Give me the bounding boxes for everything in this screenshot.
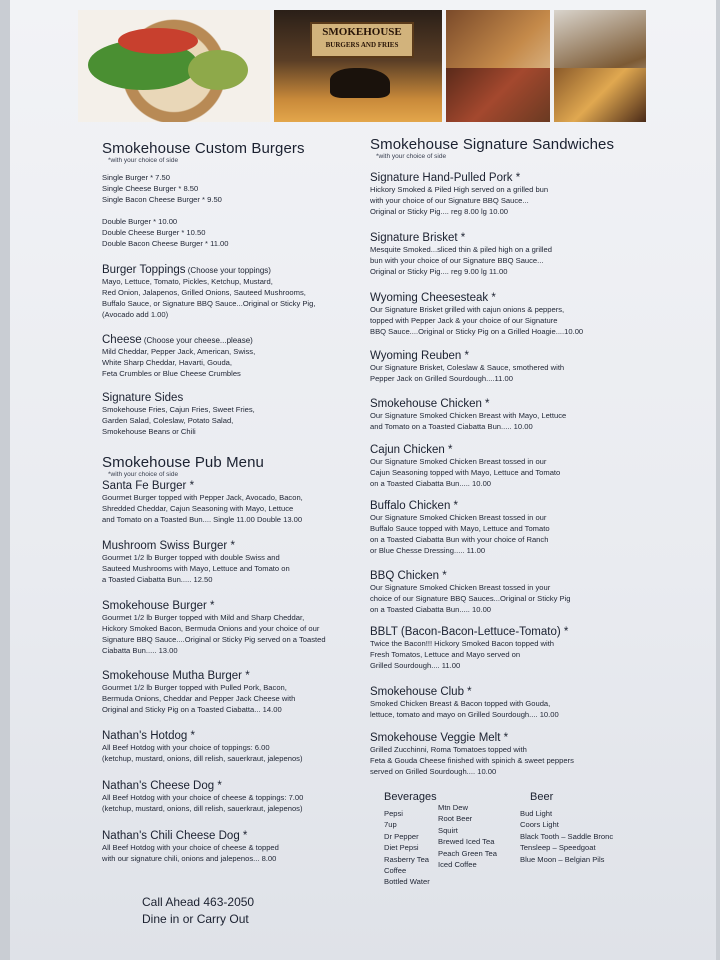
menu-item: Buffalo Chicken * Our Signature Smoked Chicken Breast tossed in our Buffalo Sauce topped with Mayo, Lettuce and Tomato on a Toasted Ciabatta Bun with your choice of Ranch or Blue Chesse Dressing..... 11.00 bbox=[370, 500, 670, 556]
sides-section bbox=[102, 392, 372, 437]
section-body: Mild Cheddar, Pepper Jack, American, Swiss, White Sharp Cheddar, Havarti, Gouda, Feta Crumbles or Blue Cheese Crumbles bbox=[102, 347, 256, 378]
logo-line2: BURGERS AND FRIES bbox=[325, 41, 399, 49]
beer-list: Bud Light Coors Light Black Tooth – Saddle Bronc Tensleep – Speedgoat Blue Moon – Belgian Pils bbox=[520, 809, 614, 864]
menu-item: Signature Brisket * Mesquite Smoked...sliced thin & piled high on a grilled bun with your choice of our Signature BBQ Sauce... Original or Sticky Pig.... reg 9.00 lg 11.00 bbox=[370, 232, 670, 277]
burger-fries-photo bbox=[554, 68, 646, 122]
menu-item: Nathan's Chili Cheese Dog * All Beef Hotdog with your choice of cheese & topped with our signature chili, onions and jalepenos... 8.00 bbox=[102, 830, 372, 864]
price-line: Double Cheese Burger * 10.50 bbox=[102, 228, 206, 237]
item-name: Smokehouse Chicken * bbox=[370, 398, 490, 410]
section-heading: Signature Sides bbox=[102, 392, 184, 404]
menu-item: Wyoming Reuben * Our Signature Brisket, Coleslaw & Sauce, smothered with Pepper Jack on Grilled Sourdough....11.00 bbox=[370, 350, 670, 384]
logo-photo bbox=[274, 10, 442, 122]
call-ahead-text: Call Ahead 463-2050 bbox=[142, 895, 255, 909]
item-name: Santa Fe Burger * bbox=[102, 480, 195, 492]
item-name: Nathan's Hotdog * bbox=[102, 730, 195, 742]
menu-item: BBLT (Bacon-Bacon-Lettuce-Tomato) * Twice the Bacon!!! Hickory Smoked Bacon topped with Fresh Tomatos, Lettuce and Mayo served on Grilled Sourdough.... 11.00 bbox=[370, 626, 670, 671]
logo-line1: SMOKEHOUSE bbox=[322, 26, 402, 38]
menu-item: Cajun Chicken * Our Signature Smoked Chicken Breast tossed in our Cajun Seasoning topped with Mayo, Lettuce and Tomato on a Toasted Ciabatta Bun..... 10.00 bbox=[370, 444, 670, 489]
beverage-list-2: Mtn Dew Root Beer Squirt Brewed Iced Tea Peach Green Tea Iced Coffee bbox=[438, 803, 497, 870]
dine-in-text: Dine in or Carry Out bbox=[142, 912, 249, 926]
menu-item: Smokehouse Burger * Gourmet 1/2 lb Burger topped with Mild and Sharp Cheddar, Hickory Smoked Bacon, Bermuda Onions and your choice of our Signature BBQ Sauce....Original or Sticky Pig served on a Toasted Ciabatta Bun..... 13.00 bbox=[102, 600, 372, 656]
section-note: *with your choice of side bbox=[376, 153, 447, 160]
price-list bbox=[102, 172, 372, 249]
item-name: Buffalo Chicken * bbox=[370, 500, 459, 512]
menu-item: Nathan's Cheese Dog * All Beef Hotdog with your choice of cheese & toppings: 7.00 (ketchup, mustard, onions, dill relish, sauerkraut, jalepenos) bbox=[102, 780, 372, 814]
item-name: Smokehouse Veggie Melt * bbox=[370, 732, 509, 744]
menu-item: BBQ Chicken * Our Signature Smoked Chicken Breast tossed in your choice of our Signature BBQ Sauces...Original or Sticky Pig on a Toasted Ciabatta Bun..... 10.00 bbox=[370, 570, 670, 615]
menu-item: Smokehouse Chicken * Our Signature Smoked Chicken Breast with Mayo, Lettuce and Tomato on a Toasted Ciabatta Bun..... 10.00 bbox=[370, 398, 670, 432]
item-name: Nathan's Cheese Dog * bbox=[102, 780, 222, 792]
section-title: Smokehouse Pub Menu bbox=[102, 454, 264, 471]
menu-item: Smokehouse Mutha Burger * Gourmet 1/2 lb Burger topped with Pulled Pork, Bacon, Bermuda Onions, Cheddar and Pepper Jack Cheese with Original and Sticky Pig on a Toasted Ciabatta... 14.00 bbox=[102, 670, 372, 715]
cheese-section bbox=[102, 334, 372, 379]
bison-icon bbox=[330, 68, 390, 98]
section-title: Smokehouse Custom Burgers bbox=[102, 140, 305, 157]
item-name: Signature Brisket * bbox=[370, 232, 466, 244]
beer-title: Beer bbox=[530, 791, 554, 803]
logo-sign bbox=[310, 22, 414, 58]
signature-sandwiches-section bbox=[370, 136, 670, 160]
menu-item: Santa Fe Burger * Gourmet Burger topped with Pepper Jack, Avocado, Bacon, Shredded Cheddar, Cajun Seasoning with Mayo, Lettuce and Tomato on a Toasted Bun.... Single 11.00 Double 13.00 bbox=[102, 480, 372, 525]
menu-item: Nathan's Hotdog * All Beef Hotdog with your choice of toppings: 6.00 (ketchup, mustard, onions, dill relish, sauerkraut, jalepenos) bbox=[102, 730, 372, 764]
item-name: Wyoming Reuben * bbox=[370, 350, 469, 362]
item-name: Nathan's Chili Cheese Dog * bbox=[102, 830, 248, 842]
item-name: BBQ Chicken * bbox=[370, 570, 447, 582]
item-name: Smokehouse Club * bbox=[370, 686, 472, 698]
item-name: Smokehouse Burger * bbox=[102, 600, 215, 612]
toppings-section bbox=[102, 264, 372, 320]
section-body: Smokehouse Fries, Cajun Fries, Sweet Fries, Garden Salad, Coleslaw, Potato Salad, Smokehouse Beans or Chili bbox=[102, 405, 255, 436]
section-note: *with your choice of side bbox=[108, 471, 179, 478]
menu-item: Signature Hand-Pulled Pork * Hickory Smoked & Piled High served on a grilled bun with your choice of our Signature BBQ Sauce... Original or Sticky Pig.... reg 8.00 lg 10.00 bbox=[370, 172, 670, 217]
price-line: Single Cheese Burger * 8.50 bbox=[102, 184, 199, 193]
menu-item: Mushroom Swiss Burger * Gourmet 1/2 lb Burger topped with double Swiss and Sauteed Mushrooms with Mayo, Lettuce and Tomato on a Toasted Ciabatta Bun..... 12.50 bbox=[102, 540, 372, 585]
beverages-section bbox=[370, 792, 670, 892]
beverage-list-1: Pepsi 7up Dr Pepper Diet Pepsi Rasberry Tea Coffee Bottled Water bbox=[384, 809, 430, 887]
item-name: Mushroom Swiss Burger * bbox=[102, 540, 235, 552]
price-line: Double Burger * 10.00 bbox=[102, 217, 178, 226]
section-note: *with your choice of side bbox=[108, 157, 179, 164]
section-heading: Burger Toppings (Choose your toppings) bbox=[102, 264, 271, 276]
ribs-photo bbox=[446, 68, 550, 122]
menu-item: Smokehouse Club * Smoked Chicken Breast & Bacon topped with Gouda, lettuce, tomato and mayo on Grilled Sourdough.... 10.00 bbox=[370, 686, 670, 720]
price-line: Single Bacon Cheese Burger * 9.50 bbox=[102, 195, 222, 204]
item-name: BBLT (Bacon-Bacon-Lettuce-Tomato) * bbox=[370, 626, 569, 638]
burger-photo bbox=[78, 10, 270, 122]
item-name: Wyoming Cheesesteak * bbox=[370, 292, 496, 304]
menu-item: Wyoming Cheesesteak * Our Signature Brisket grilled with cajun onions & peppers, topped with Pepper Jack & your choice of our Signature BBQ Sauce....Original or Sticky Pig on a Grilled Hoagie....10.00 bbox=[370, 292, 670, 337]
section-body: Mayo, Lettuce, Tomato, Pickles, Ketchup, Mustard, Red Onion, Jalapenos, Grilled Onions, Sauteed Mushrooms, Buffalo Sauce, or Signature BBQ Sauce...Original or Sticky Pig, (Avocado add 1.00) bbox=[102, 277, 316, 319]
footer bbox=[142, 894, 412, 928]
price-line: Single Burger * 7.50 bbox=[102, 173, 170, 182]
custom-burgers-section bbox=[102, 140, 372, 249]
photo-banner bbox=[78, 10, 646, 122]
beverages-title: Beverages bbox=[384, 791, 437, 803]
section-heading: Cheese (Choose your cheese...please) bbox=[102, 334, 253, 346]
item-name: Signature Hand-Pulled Pork * bbox=[370, 172, 521, 184]
item-name: Smokehouse Mutha Burger * bbox=[102, 670, 250, 682]
pub-menu-section bbox=[102, 454, 372, 478]
menu-page bbox=[10, 0, 716, 960]
section-title: Smokehouse Signature Sandwiches bbox=[370, 136, 615, 153]
price-line: Double Bacon Cheese Burger * 11.00 bbox=[102, 239, 229, 248]
spacer bbox=[102, 205, 372, 216]
menu-item: Smokehouse Veggie Melt * Grilled Zucchinni, Roma Tomatoes topped with Feta & Gouda Cheese finished with spinich & sweet peppers served on Grilled Sourdough.... 10.00 bbox=[370, 732, 670, 777]
item-name: Cajun Chicken * bbox=[370, 444, 453, 456]
